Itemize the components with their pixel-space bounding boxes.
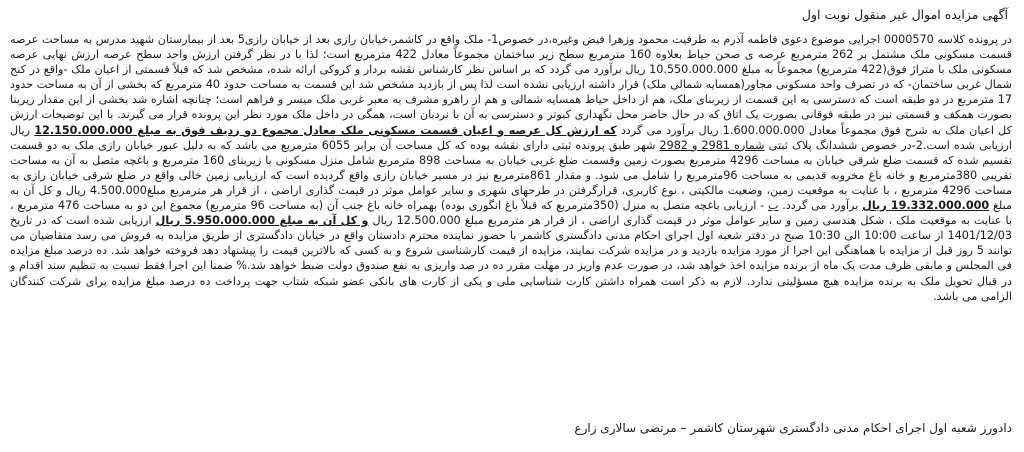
- notice-body: [10, 32, 1012, 304]
- land-value: 19.332.000.000 ریال: [862, 199, 990, 213]
- body-part-2: ریال ارزیابی شده است.2-در خصوص ششدانگ پلاک ثبتی: [10, 123, 1012, 152]
- plate-number: شماره 2981 و 2982: [659, 138, 765, 152]
- notice-title: آگهی مزایده اموال غیر منقول نوبت اول: [801, 7, 1008, 22]
- body-part-3: شهر طبق پرونده ثبتی دارای نقشه بوده که کل مساحت آن برابر 6055 مترمربع می باشد که به دلیل عبور خیابان رازی ملک به دو قسمت تقسیم شده که قسمت ضلع شرقی خیابان به مساحت 4296 مترمربع بصورت زمین وقسمت ضلع غربی خیابان به مساحت 898 مترمربع شامل منزل مسکونی با زیربنای 160 مترمربع و باغچه متصل به آن به مساحت تقریبی 380مترمربع و خانه باغ مخروبه قدیمی به مساحت 96مترمربع را شامل می شود. و مقدار 861مترمربع نیز در مسیر خیابان رازی واقع گردیده است که ارزیابی زمین خالی واقع در ضلع شرقی خیابان رازی به مساحت 4296 مترمربع ، با عنایت به موقعیت زمین، وضعیت مالکیتی ، نوع کاربری، قرارگرفتن در طرحهای شهری و سایر عوامل موثر در قیمت گذاری اراضی ، از قرار هر مترمربع مبلغ4.500.000 ریال و کل آن به مبلغ: [10, 138, 1013, 213]
- body-part-5: - ارزیابی باغچه متصل به منزل (350مترمربع که قبلاً باغ انگوری بوده) بهمراه خانه باغ جنب آن (به مساحت 96 مترمربع) مجموع این دو به مساحت 476 مترمربع ، با عنایت به موقعیت ملک ، شکل هندسی زمین و سایر عوامل موثر در قیمت گذاری اراضی ، از قرار هر مترمربع مبلغ 12.500.000 ریال: [10, 199, 1012, 228]
- body-part-1-bold: که ارزش کل عرصه و اعیان قسمت مسکونی ملک معادل مجموع دو ردیف فوق به مبلغ 12.150.000.000: [34, 123, 617, 137]
- body-part-1: در پرونده کلاسه 0000570 اجرایی موضوع دعوی فاطمه آذرم به طرفیت محمود وزهرا فیض وغیره،در خصوص1- ملک واقع در کاشمر،خیابان رازی بعد از خیابان رازی5 بعد از بیمارستان شهید مدرس به مساحت عرصه قسمت مسکونی ملک مشتمل بر 262 مترمربع عرصه ی صحن حیاط بعلاوه 160 مترمربع سطح زیر ساختمان مجموعاً معادل 422 مترمربع است؛ لذا با در نظر گرفتن ارزش واحد سطح عرصه ارزش نهایی عرصه مسکونی ملک با متراژ فوق(422 مترمربع) مجموعاً به مبلغ 10.550.000.000 ریال برآورد می گردد که بر اساس نظر کارشناس نقشه بردار و کروکی ارائه شده، مشخص شد که قبلاً قسمتی از اعیان ملک -واقع در کنج شمال غربی ساختمان- که در تصرف واحد مسکونی مجاور(همسایه شمالی ملک) قرار داشته ارزیابی نشده است لذا پس از بازدید مشخص شد این قسمت به مساحت حدود 40 مترمربع که بخشی از آن به مساحت حدود 17 مترمربع در دو طبقه است که دسترسی به این قسمت از زیربنای ملک، هم از داخل حیاط همسایه شمالی و هم از راهرو مشرف به معبر غربی ملک میسر و فراهم است؛ چنانچه اشاره شد بخشی از این مقدار زیربنا بصورت همکف و قسمتی نیز در طبقه فوقانی بصورت یک اتاق که در حال حاضر محل نگهداری کبوتر و دسترسی به آن با نردبان است، همگی در داخل ملک مورد نظر این پرونده قرار می گیرند. با این توضیحات ارزش کل اعیان ملک به شرح فوق مجموعاً معادل 1.600.000.000 ریال برآورد می گردد: [10, 33, 1012, 137]
- body-part-6: ارزیابی شده است که در تاریخ 1401/12/03 از ساعت 10:00 الی 10:30 صبح در دفتر شعبه اول اجرای احکام مدنی دادگستری کاشمر با حضور نماینده محترم دادستان واقع در خیابان دادگستری از طریق مزایده به فروش می رسد متقاضیان می توانند 5 روز قبل از مزایده با هماهنگی این اجرا از مورد مزایده بازدید و در مزایده شرکت نمایند، مزایده از قیمت کارشناسی شروع و به کسی که بالاترین قیمت را پیشنهاد دهد فروخته خواهد شد. ده درصد مبلغ مزایده فی المجلس و مابقی ظرف مدت یک ماه از برنده مزایده اخذ خواهد شد، در صورت عدم واریز در مهلت مقرر ده در صد واریزی به نفع صندوق دولت ضبط خواهد شد.% ضمنا این اجرا فقط نسبت به تنظیم سند اقدام و در قبال تحویل ملک به برنده مزایده هیچ مسؤلیتی ندارد. لازم به ذکر است همراه داشتن کارت شناسایی ملی و یکی از کارت های بانکی عضو شبکه شتاب جهت پرداخت ده درصد مبلغ مزایده برای شرکت کنندگان الزامی می باشد.: [10, 214, 1013, 303]
- section-b-marker: ب: [767, 199, 779, 213]
- signature-line: دادورز شعبه اول اجرای احکام مدنی دادگستری شهرستان کاشمر – مرتضی سالاری زارع: [574, 421, 1012, 435]
- body-part-4: برآورد می گردد.: [778, 199, 863, 213]
- garden-value: و کل آن به مبلغ 5.950.000.000 ریال: [155, 214, 369, 228]
